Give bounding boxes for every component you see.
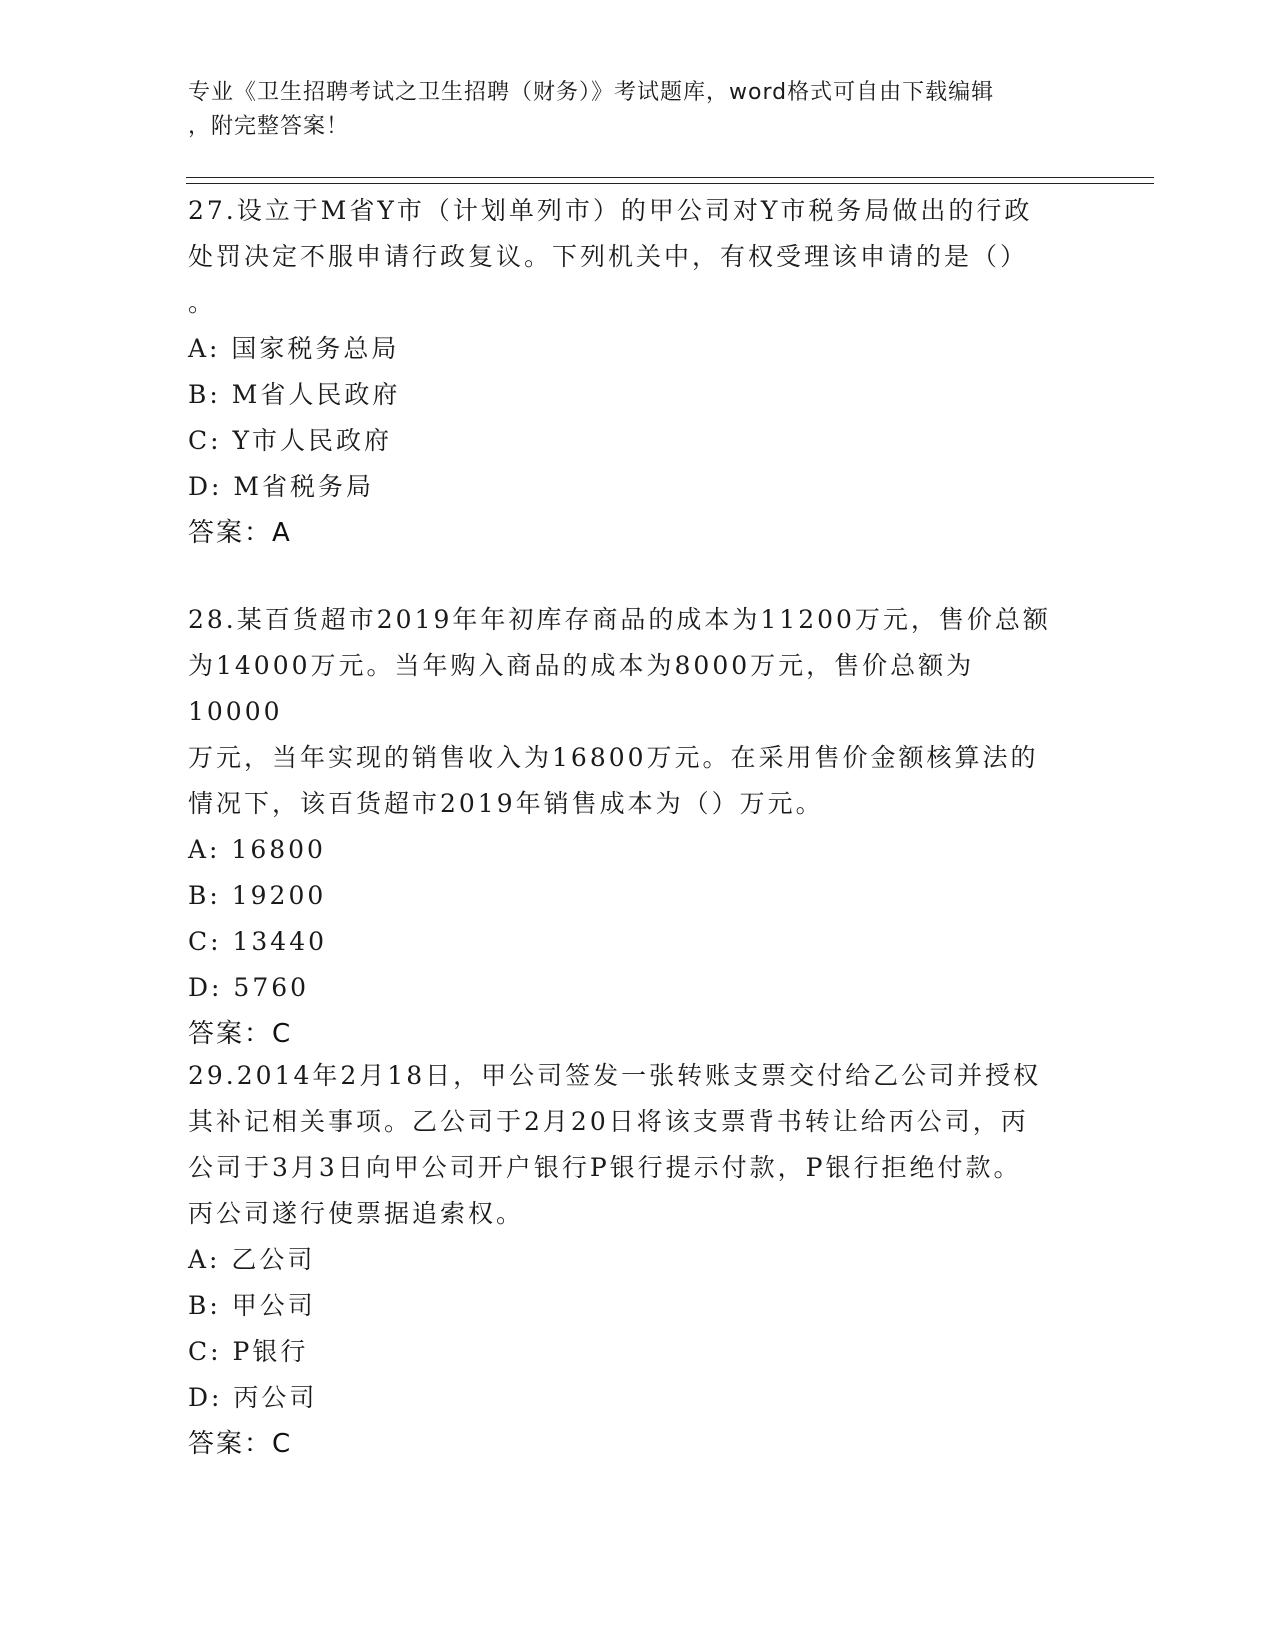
question-stem-line: 丙公司遂行使票据追索权。 bbox=[188, 1199, 525, 1228]
option-c: C: P银行 bbox=[188, 1337, 309, 1366]
header-divider-top bbox=[186, 177, 1154, 178]
question-stem-line: 28.某百货超市2019年年初库存商品的成本为11200万元，售价总额 bbox=[188, 605, 1051, 634]
option-a: A: 乙公司 bbox=[188, 1245, 316, 1274]
question-stem-line: 情况下，该百货超市2019年销售成本为（）万元。 bbox=[188, 789, 824, 818]
question-27 bbox=[188, 188, 1068, 556]
question-stem-line: 公司于3月3日向甲公司开户银行P银行提示付款，P银行拒绝付款。 bbox=[188, 1153, 1022, 1182]
question-stem-line: 。 bbox=[188, 288, 217, 317]
question-stem-line: 万元，当年实现的销售收入为16800万元。在采用售价金额核算法的 bbox=[188, 743, 1039, 772]
header-divider-bottom bbox=[186, 183, 1154, 184]
option-b: B: 甲公司 bbox=[188, 1291, 316, 1320]
question-stem-line: 29.2014年2月18日，甲公司签发一张转账支票交付给乙公司并授权 bbox=[188, 1061, 1042, 1090]
option-c: C: 13440 bbox=[188, 927, 328, 956]
answer: 答案：A bbox=[188, 518, 292, 548]
option-d: D: M省税务局 bbox=[188, 472, 375, 501]
option-a: A: 16800 bbox=[188, 835, 326, 864]
header-line-2: ，附完整答案！ bbox=[188, 114, 350, 139]
question-stem-line: 27.设立于M省Y市（计划单列市）的甲公司对Y市税务局做出的行政 bbox=[188, 196, 1033, 225]
option-b: B: 19200 bbox=[188, 881, 327, 910]
question-29 bbox=[188, 1053, 1068, 1467]
document-header bbox=[188, 76, 1068, 144]
option-d: D: 丙公司 bbox=[188, 1383, 318, 1412]
option-d: D: 5760 bbox=[188, 973, 310, 1002]
option-b: B: M省人民政府 bbox=[188, 380, 401, 409]
option-a: A: 国家税务总局 bbox=[188, 334, 400, 363]
option-c: C: Y市人民政府 bbox=[188, 426, 393, 455]
header-line-1: 专业《卫生招聘考试之卫生招聘（财务）》考试题库，word格式可自由下载编辑 bbox=[188, 80, 995, 105]
answer: 答案：C bbox=[188, 1429, 293, 1459]
question-stem-line: 其补记相关事项。乙公司于2月20日将该支票背书转让给丙公司，丙 bbox=[188, 1107, 1029, 1136]
answer: 答案：C bbox=[188, 1019, 293, 1049]
question-28 bbox=[188, 597, 1068, 1057]
question-stem-line: 为14000万元。当年购入商品的成本为8000万元，售价总额为10000 bbox=[188, 651, 975, 726]
question-stem-line: 处罚决定不服申请行政复议。下列机关中，有权受理该申请的是（） bbox=[188, 242, 1029, 271]
